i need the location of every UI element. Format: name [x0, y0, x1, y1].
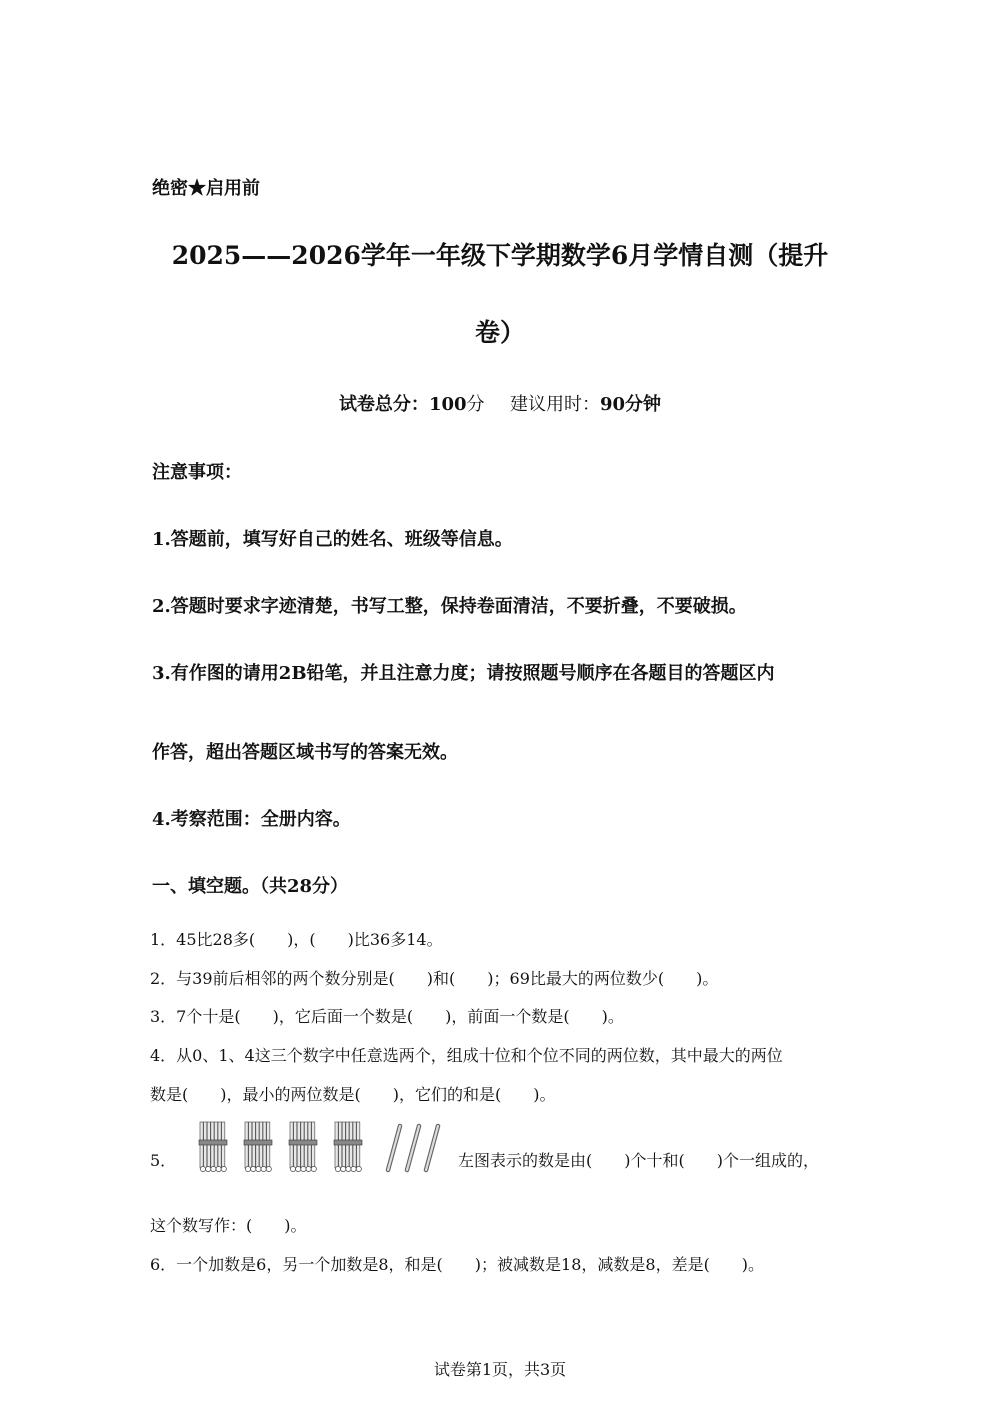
page-footer: 试卷第1页，共3页	[433, 1360, 567, 1379]
bundle-of-ten	[289, 1122, 317, 1172]
time-label: 建议用时：	[509, 394, 600, 415]
note-item: 1.答题前，填写好自己的姓名、班级等信息。	[152, 529, 513, 550]
note-item: 作答，超出答题区域书写的答案无效。	[152, 742, 458, 763]
bundle-of-ten	[334, 1122, 362, 1172]
page-title-line1: 2025——2026学年一年级下学期数学6月学情自测（提升	[171, 241, 829, 270]
time-unit: 分钟	[625, 394, 662, 415]
question-5-number: 5．	[150, 1151, 177, 1170]
question-4-line1: 4．从0、1、4这三个数字中任意选两个，组成十位和个位不同的两位数，其中最大的两位	[150, 1046, 783, 1065]
secret-label: 绝密★启用前	[152, 178, 260, 199]
sticks-picture	[196, 1118, 446, 1176]
note-item: 2.答题时要求字迹清楚，书写工整，保持卷面清洁，不要折叠，不要破损。	[152, 596, 747, 617]
bundle-of-ten	[199, 1122, 227, 1172]
question-2: 2．与39前后相邻的两个数分别是( )和( )；69比最大的两位数少( )。	[150, 969, 719, 988]
question-6: 6．一个加数是6，另一个加数是8，和是( )；被减数是18，减数是8，差是( )。	[150, 1255, 765, 1274]
question-4-line2: 数是( )，最小的两位数是( )，它们的和是( )。	[150, 1085, 556, 1104]
single-stick	[407, 1126, 419, 1170]
note-item: 3.有作图的请用2B铅笔，并且注意力度；请按照题号顺序在各题目的答题区内	[152, 663, 775, 684]
bundle-of-ten	[244, 1122, 272, 1172]
page-title-line2: 卷）	[474, 318, 525, 347]
total-score-label: 试卷总分：	[338, 394, 429, 415]
single-stick	[388, 1126, 400, 1170]
question-3: 3．7个十是( )，它后面一个数是( )，前面一个数是( )。	[150, 1007, 624, 1026]
note-item: 4.考察范围：全册内容。	[152, 809, 351, 830]
question-1: 1．45比28多( )，( )比36多14。	[150, 930, 443, 949]
total-score-value: 100	[428, 394, 467, 415]
section-heading: 一、填空题。（共28分）	[152, 876, 349, 897]
question-5-line2: 这个数写作：( )。	[150, 1216, 307, 1235]
total-score-unit: 分	[466, 394, 485, 415]
time-value: 90	[599, 394, 626, 415]
question-5-text: 左图表示的数是由( )个十和( )个一组成的，	[458, 1151, 819, 1170]
single-stick	[426, 1126, 438, 1170]
exam-meta	[0, 390, 1000, 416]
notes-heading: 注意事项：	[152, 462, 242, 483]
